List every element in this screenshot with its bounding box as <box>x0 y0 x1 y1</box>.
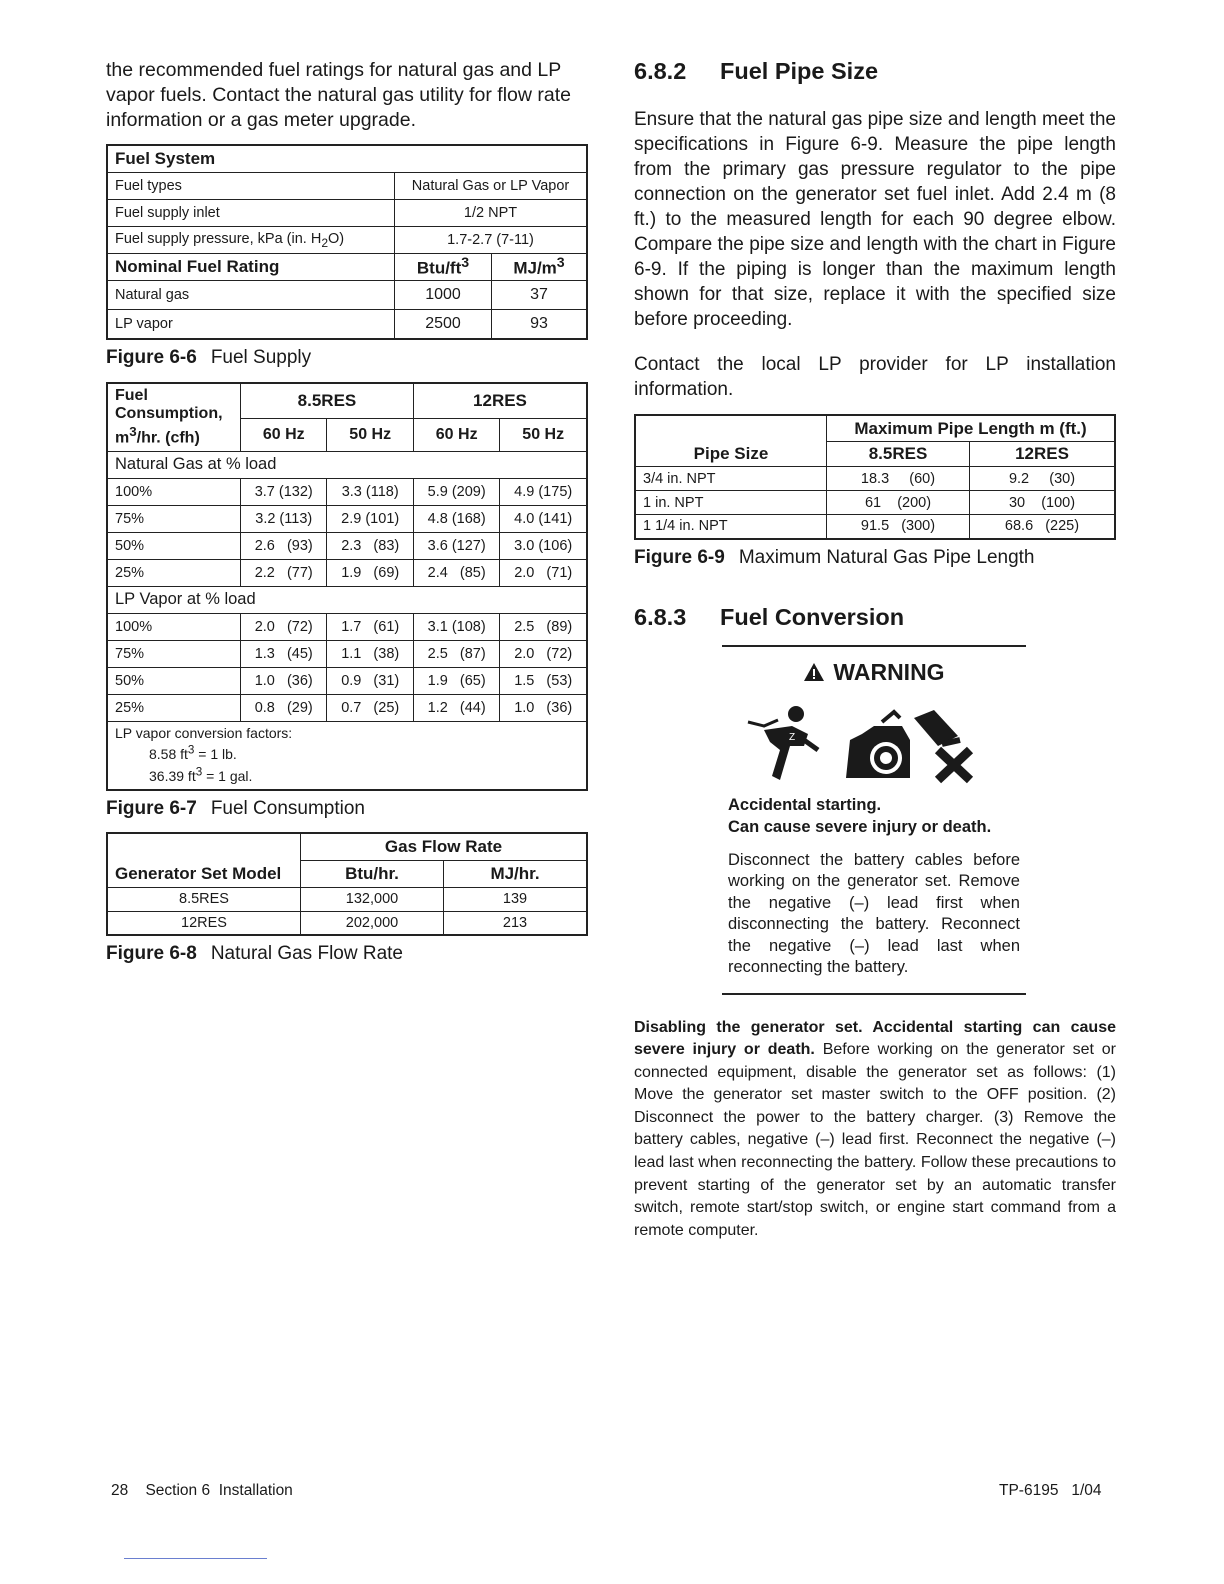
row-label: Fuel supply inlet <box>107 200 395 227</box>
value-cell: 1.2 (44) <box>413 694 499 721</box>
accidental-starting-pictogram <box>734 700 1026 788</box>
value-cell: 5.9 (209) <box>413 478 499 505</box>
row-label: Fuel supply pressure, kPa (in. $H_2O$) <box>107 227 395 254</box>
freq-header: 60 Hz <box>413 418 499 451</box>
value-cell: 61 (200) <box>827 491 970 515</box>
pipe-size-cell: 1 in. NPT <box>635 491 827 515</box>
row-value: 1/2 NPT <box>395 200 588 227</box>
btu-hr-header: Btu/hr. <box>301 860 444 887</box>
fuel-system-header: Fuel System <box>107 145 587 173</box>
table-row <box>107 310 587 339</box>
warning-bold-line: Can cause severe injury or death. <box>728 817 992 836</box>
conversion-note: LP vapor conversion factors: 8.58 $ft^3 = 1$ lb. 36.39 $ft^3 = 1$ gal. <box>107 721 587 790</box>
row-value: Natural Gas or LP Vapor <box>395 173 588 200</box>
fuel-supply-table <box>106 144 588 340</box>
left-column <box>106 58 588 966</box>
rating-header-row <box>107 254 587 281</box>
value-cell: 202,000 <box>301 911 444 935</box>
pipe-size-cell: 3/4 in. NPT <box>635 467 827 491</box>
value-cell: 1.9 (65) <box>413 667 499 694</box>
table-row <box>635 515 1115 539</box>
load-cell: 100% <box>107 613 241 640</box>
value-cell: 9.2 (30) <box>970 467 1116 491</box>
value-cell: 3.0 (106) <box>500 532 587 559</box>
ng-section-label: Natural Gas at % load <box>107 451 587 478</box>
lp-section-label: LP Vapor at % load <box>107 586 587 613</box>
value-cell: 2.5 (87) <box>413 640 499 667</box>
table-row <box>107 200 587 227</box>
nominal-fuel-rating-header: Nominal Fuel Rating <box>107 254 395 281</box>
value-cell: 0.7 (25) <box>327 694 413 721</box>
model-header-12res: 12RES <box>413 383 587 419</box>
value-cell: 1.5 (53) <box>500 667 587 694</box>
value-cell: 2.2 (77) <box>241 559 327 586</box>
section-heading: 6.8.3 Fuel Conversion <box>634 603 905 630</box>
pipe-length-table <box>634 414 1116 540</box>
value-cell: 30 (100) <box>970 491 1116 515</box>
row-value: 37 <box>492 281 588 310</box>
intro-paragraph: the recommended fuel ratings for natural gas and LP vapor fuels. Contact the natural gas utility for flow rate information or a gas meter upgrade. <box>106 59 571 131</box>
table-row <box>107 911 587 935</box>
value-cell: 3.6 (127) <box>413 532 499 559</box>
row-label: LP vapor <box>107 310 395 339</box>
svg-text:Z: Z <box>789 731 796 743</box>
table-row <box>635 467 1115 491</box>
value-cell: 1.7 (61) <box>327 613 413 640</box>
load-cell: 75% <box>107 505 241 532</box>
value-cell: 3.3 (118) <box>327 478 413 505</box>
value-cell: 3.2 (113) <box>241 505 327 532</box>
model-header-8-5res: 8.5RES <box>241 383 414 419</box>
table-row <box>635 491 1115 515</box>
table-row <box>107 694 587 721</box>
load-cell: 25% <box>107 559 241 586</box>
model-header-8-5res: 8.5RES <box>827 442 970 467</box>
table-row <box>107 505 587 532</box>
load-cell: 100% <box>107 478 241 505</box>
table-row <box>107 559 587 586</box>
row-value: 1.7-2.7 (7-11) <box>395 227 588 254</box>
table-row <box>107 613 587 640</box>
figure-caption: Figure 6-7 Fuel Consumption <box>106 797 366 819</box>
value-cell: 2.0 (72) <box>500 640 587 667</box>
value-cell: 3.7 (132) <box>241 478 327 505</box>
page-footer-right: TP-6195 1/04 <box>999 1482 1102 1499</box>
value-cell: 213 <box>444 911 588 935</box>
value-cell: 2.5 (89) <box>500 613 587 640</box>
model-cell: 12RES <box>107 911 301 935</box>
load-cell: 25% <box>107 694 241 721</box>
value-cell: 2.3 (83) <box>327 532 413 559</box>
gas-flow-rate-header: Gas Flow Rate <box>301 833 588 861</box>
figure-caption: Figure 6-8 Natural Gas Flow Rate <box>106 943 403 965</box>
page-footer-left: 28 Section 6 Installation <box>111 1482 293 1499</box>
freq-header: 60 Hz <box>241 418 327 451</box>
disabling-paragraph: Disabling the generator set. Accidental starting can cause severe injury or death. Before working on the generator set or connected equipment, disable the generator set as follows: (1) Move the generator set master switch to the OFF position. (2) Disconnect the power to the battery charger. (3) Remove the battery cables, negative (–) lead first. Reconnect the negative (–) lead last when reconnecting the battery. Follow these precautions to prevent starting of the generator set by an automatic transfer switch, remote start/stop switch, or engine start command from a remote computer. <box>634 1018 1117 1239</box>
value-cell: 4.8 (168) <box>413 505 499 532</box>
row-label: Fuel types <box>107 173 395 200</box>
row-value: 1000 <box>395 281 492 310</box>
fuel-consumption-header: Fuel Consumption, $m^3/hr$. (cfh) <box>107 383 241 452</box>
figure-caption: Figure 6-6 Fuel Supply <box>106 346 312 368</box>
table-row <box>107 227 587 254</box>
gas-flow-rate-table <box>106 832 588 937</box>
value-cell: 1.1 (38) <box>327 640 413 667</box>
table-row <box>107 667 587 694</box>
freq-header: 50 Hz <box>500 418 587 451</box>
section-heading: 6.8.2 Fuel Pipe Size <box>634 58 879 84</box>
fuel-consumption-table <box>106 382 588 791</box>
mj-hr-header: MJ/hr. <box>444 860 588 887</box>
value-cell: 2.4 (85) <box>413 559 499 586</box>
table-row <box>107 281 587 310</box>
max-pipe-length-header: Maximum Pipe Length m (ft.) <box>827 415 1116 442</box>
row-value: 93 <box>492 310 588 339</box>
table-row <box>107 640 587 667</box>
body-paragraph: Contact the local LP provider for LP installation information. <box>634 354 1116 400</box>
value-cell: 2.6 (93) <box>241 532 327 559</box>
load-cell: 50% <box>107 532 241 559</box>
row-label: Natural gas <box>107 281 395 310</box>
accidental-starting-icon <box>734 700 994 788</box>
table-row <box>107 478 587 505</box>
freq-header: 50 Hz <box>327 418 413 451</box>
value-cell: 18.3 (60) <box>827 467 970 491</box>
value-cell: 4.9 (175) <box>500 478 587 505</box>
value-cell: 1.3 (45) <box>241 640 327 667</box>
value-cell: 4.0 (141) <box>500 505 587 532</box>
model-cell: 8.5RES <box>107 887 301 911</box>
warning-text: Disconnect the battery cables before working on the generator set. Remove the negative (–) lead first when disconnecting the battery. Reconnect the negative (–) lead last when reconnecting the battery. <box>728 850 1020 976</box>
value-cell: 2.0 (72) <box>241 613 327 640</box>
warning-box <box>722 645 1026 995</box>
generator-model-header: Generator Set Model <box>107 833 301 888</box>
model-header-12res: 12RES <box>970 442 1116 467</box>
value-cell: 3.1 (108) <box>413 613 499 640</box>
value-cell: 91.5 (300) <box>827 515 970 539</box>
load-cell: 50% <box>107 667 241 694</box>
load-cell: 75% <box>107 640 241 667</box>
value-cell: 1.0 (36) <box>500 694 587 721</box>
value-cell: 0.9 (31) <box>327 667 413 694</box>
divider <box>124 1558 267 1559</box>
table-row <box>107 532 587 559</box>
value-cell: 2.0 (71) <box>500 559 587 586</box>
table-row <box>107 887 587 911</box>
value-cell: 2.9 (101) <box>327 505 413 532</box>
pipe-size-cell: 1 1/4 in. NPT <box>635 515 827 539</box>
value-cell: 1.9 (69) <box>327 559 413 586</box>
warning-triangle-icon <box>803 662 825 682</box>
warning-bold-line: Accidental starting. <box>728 795 882 814</box>
value-cell: 68.6 (225) <box>970 515 1116 539</box>
value-cell: 139 <box>444 887 588 911</box>
pipe-size-header: Pipe Size <box>635 415 827 467</box>
mj-unit-header: $MJ/m^3$ <box>492 254 588 281</box>
right-column <box>634 58 1116 1242</box>
body-paragraph: Ensure that the natural gas pipe size and length meet the specifications in Figure 6-9. Measure the pipe length from the primary gas pressure regulator to the pipe connection on the generator set fuel inlet. Add 2.4 m (8 ft.) to the measured length for each 90 degree elbow. Compare the pipe size and length with the chart in Figure 6-9. If the piping is longer than the maximum length shown for that size, replace it with the specified size before proceeding. <box>634 109 1116 330</box>
figure-caption: Figure 6-9 Maximum Natural Gas Pipe Length <box>634 546 1035 568</box>
table-row <box>107 173 587 200</box>
value-cell: 1.0 (36) <box>241 667 327 694</box>
row-value: 2500 <box>395 310 492 339</box>
value-cell: 0.8 (29) <box>241 694 327 721</box>
warning-title: WARNING <box>722 659 1026 686</box>
value-cell: 132,000 <box>301 887 444 911</box>
btu-unit-header: Btu/$ft^3$ <box>395 254 492 281</box>
